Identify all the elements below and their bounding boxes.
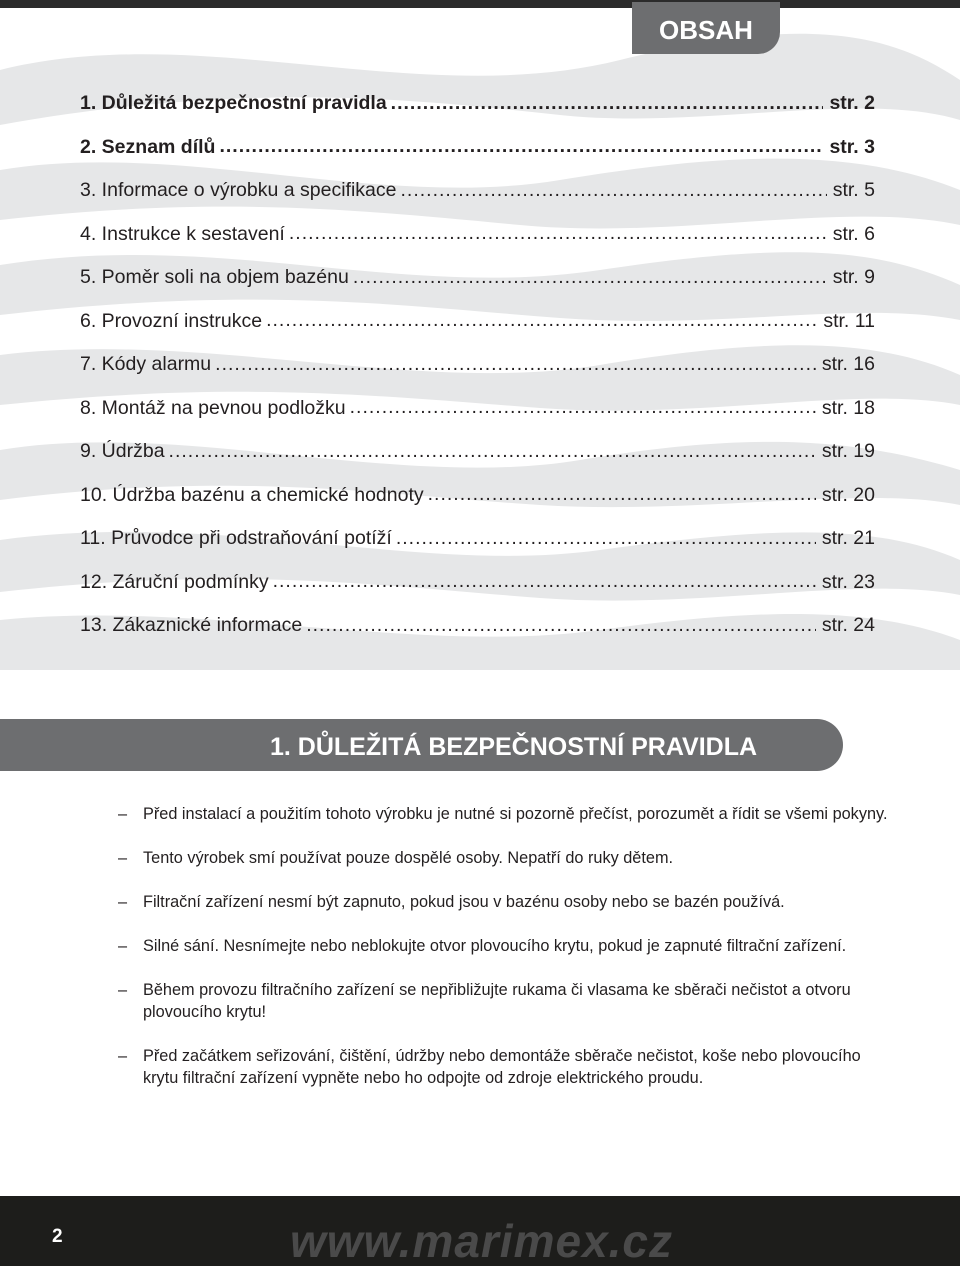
toc-entry-title: 9. Údržba [80, 440, 165, 463]
toc-entry-title: 5. Poměr soli na objem bazénu [80, 266, 349, 289]
toc-entry[interactable] [80, 256, 875, 300]
toc-leader-dots [306, 616, 816, 636]
rule-text: Před instalací a použitím tohoto výrobku je nutné si pozorně přečíst, porozumět a řídit se všemi pokyny. [143, 805, 888, 823]
toc-leader-dots [266, 311, 817, 331]
safety-rule [118, 979, 888, 1023]
safety-rule [118, 803, 888, 825]
rule-dash: – [118, 849, 128, 867]
toc-entry[interactable] [80, 474, 875, 518]
toc-entry-page: str. 2 [829, 92, 875, 115]
toc-leader-dots [215, 355, 816, 375]
toc-leader-dots [169, 442, 816, 462]
toc-leader-dots [391, 94, 824, 114]
toc-entry[interactable] [80, 517, 875, 561]
toc-entry-title: 10. Údržba bazénu a chemické hodnoty [80, 483, 424, 506]
toc-entry[interactable] [80, 604, 875, 648]
toc-entry[interactable] [80, 213, 875, 257]
top-bar [0, 0, 960, 8]
toc-entry-page: str. 9 [832, 266, 875, 289]
rule-dash: – [118, 981, 128, 999]
toc-entry[interactable] [80, 169, 875, 213]
safety-rules-list [118, 803, 888, 1111]
page-number: 2 [52, 1226, 63, 1247]
toc-entry[interactable] [80, 126, 875, 170]
toc-entry[interactable] [80, 561, 875, 605]
toc-entry-title: 2. Seznam dílů [80, 135, 216, 158]
toc-entry-title: 3. Informace o výrobku a specifikace [80, 179, 397, 202]
toc-entry-title: 7. Kódy alarmu [80, 353, 212, 376]
toc-entry-page: str. 24 [821, 614, 875, 637]
section-title: 1. DŮLEŽITÁ BEZPEČNOSTNÍ PRAVIDLA [270, 733, 758, 761]
rule-text: Před začátkem seřizování, čištění, údržby nebo demontáže sběrače nečistot, koše nebo plovoucího krytu filtrační zařízení vypněte nebo ho odpojte od zdroje elektrického proudu. [143, 1047, 861, 1087]
toc-entry-page: str. 11 [823, 309, 875, 332]
toc-entry-page: str. 20 [821, 483, 875, 506]
rule-dash: – [118, 805, 128, 823]
toc-leader-dots [396, 529, 816, 549]
toc-entry[interactable] [80, 430, 875, 474]
toc-leader-dots [428, 485, 816, 505]
toc-entry-title: 13. Zákaznické informace [80, 614, 303, 637]
toc-entry-page: str. 5 [832, 179, 875, 202]
rule-text: Tento výrobek smí používat pouze dospělé osoby. Nepatří do ruky dětem. [143, 849, 674, 867]
toc-entry-page: str. 6 [832, 222, 875, 245]
rule-dash: – [118, 937, 128, 955]
toc-entry-title: 8. Montáž na pevnou podložku [80, 396, 346, 419]
toc-leader-dots [289, 224, 827, 244]
toc-entry-page: str. 16 [821, 353, 875, 376]
toc-entry-page: str. 19 [821, 440, 875, 463]
toc-entry-page: str. 21 [821, 527, 875, 550]
rule-dash: – [118, 893, 128, 911]
section-header [0, 719, 843, 771]
toc-entry-title: 12. Záruční podmínky [80, 570, 269, 593]
website-link[interactable]: www.marimex.cz [290, 1215, 674, 1267]
toc-entry-title: 4. Instrukce k sestavení [80, 222, 285, 245]
rule-text: Filtrační zařízení nesmí být zapnuto, pokud jsou v bazénu osoby nebo se bazén používá. [143, 893, 785, 911]
table-of-contents [80, 82, 875, 648]
safety-rule [118, 1045, 888, 1089]
toc-leader-dots [353, 268, 827, 288]
toc-leader-dots [350, 398, 816, 418]
rule-text: Během provozu filtračního zařízení se nepřibližujte rukama či vlasama ke sběrači nečistot a otvoru plovoucího krytu! [143, 981, 851, 1021]
toc-entry[interactable] [80, 343, 875, 387]
contents-tab: OBSAH [632, 2, 780, 54]
toc-leader-dots [219, 137, 823, 157]
toc-entry-title: 1. Důležitá bezpečnostní pravidla [80, 92, 387, 115]
toc-entry-page: str. 23 [821, 570, 875, 593]
toc-entry[interactable] [80, 300, 875, 344]
safety-rule [118, 935, 888, 957]
rule-dash: – [118, 1047, 128, 1065]
safety-rule [118, 891, 888, 913]
toc-leader-dots [273, 572, 816, 592]
toc-entry[interactable] [80, 387, 875, 431]
footer [0, 1196, 960, 1266]
toc-entry-title: 6. Provozní instrukce [80, 309, 263, 332]
safety-rule [118, 847, 888, 869]
toc-entry-title: 11. Průvodce při odstraňování potíží [80, 527, 392, 550]
rule-text: Silné sání. Nesnímejte nebo neblokujte otvor plovoucího krytu, pokud je zapnuté filtrační zařízení. [143, 937, 847, 955]
toc-entry-page: str. 18 [821, 396, 875, 419]
toc-entry[interactable] [80, 82, 875, 126]
toc-leader-dots [401, 181, 827, 201]
toc-entry-page: str. 3 [829, 135, 875, 158]
